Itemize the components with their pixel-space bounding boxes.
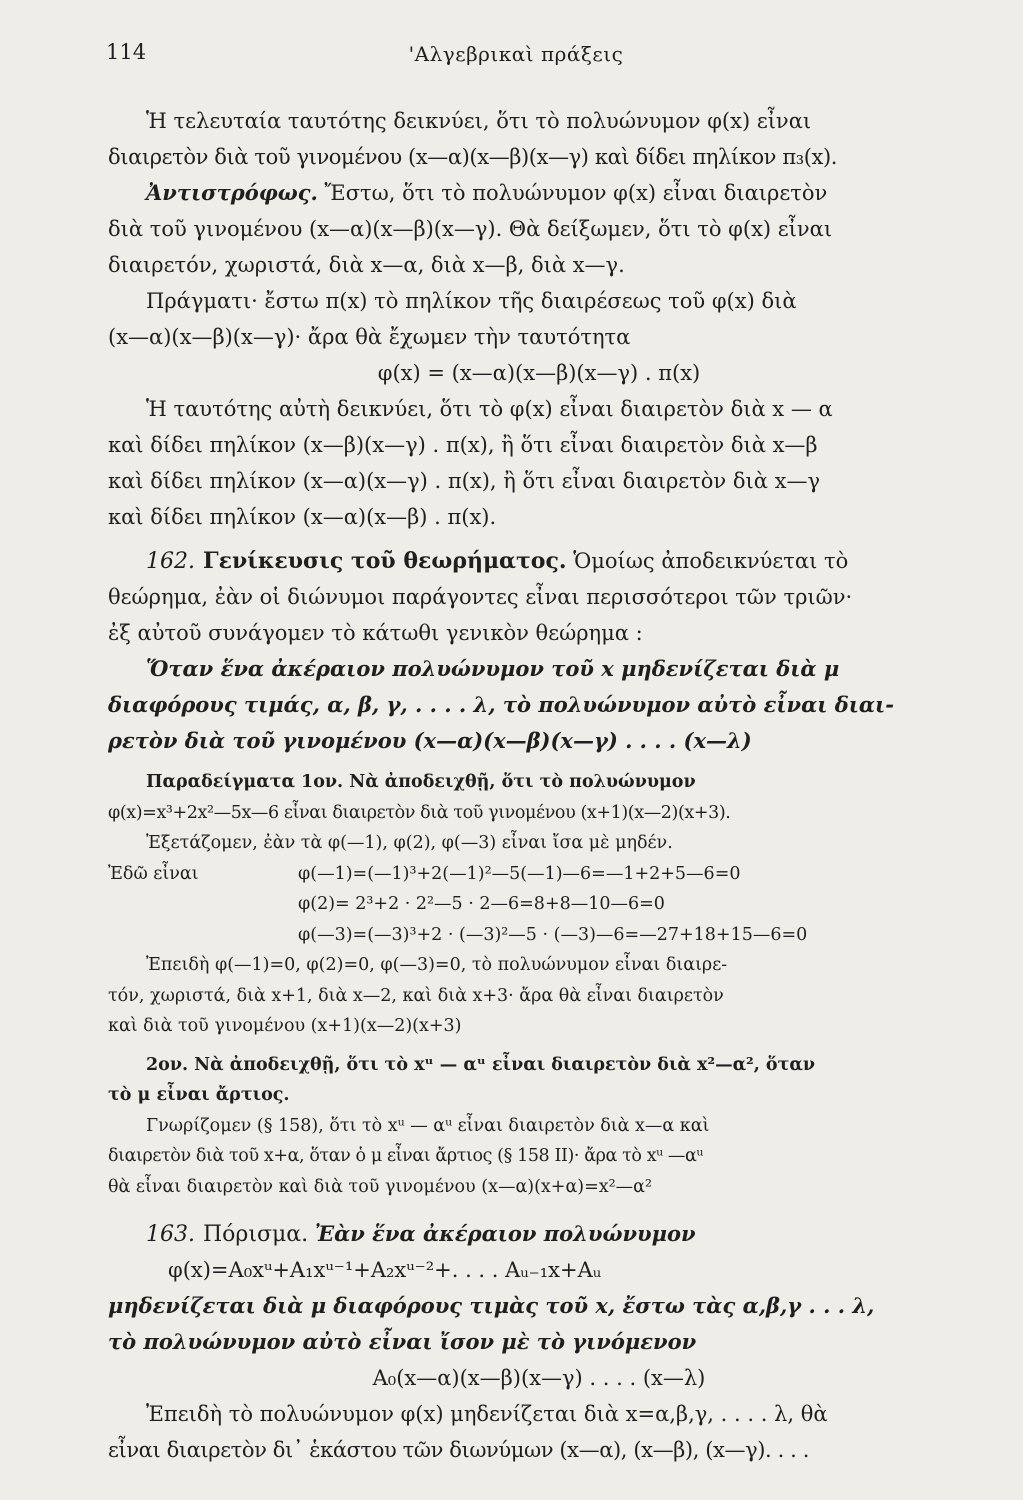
identity-formula: φ(x) = (x—α)(x—β)(x—γ) . π(x): [377, 361, 701, 385]
text-line: διὰ τοῦ γινομένου (x—α)(x—β)(x—γ). Θὰ δείξωμεν, ὅτι τὸ φ(x) εἶναι: [108, 217, 833, 241]
text-line: τόν, χωριστά, διὰ x+1, διὰ x—2, καὶ διὰ x+3· ἄρα θὰ εἶναι διαιρετὸν: [108, 985, 724, 1006]
calc-line: [108, 920, 970, 951]
paragraph-lead: Ἀντιστρόφως.: [146, 180, 318, 205]
text-line: καὶ δίδει πηλίκον (x—α)(x—γ) . π(x), ἢ ὅτι εἶναι διαιρετὸν διὰ x—γ: [108, 469, 821, 493]
page-header: [106, 40, 926, 70]
theorem-line: Ὅταν ἕνα ἀκέραιον πολυώνυμον τοῦ x μηδενίζεται διὰ μ: [146, 656, 840, 681]
text-span: Ἔστω, ὅτι τὸ πολυώνυμον φ(x) εἶναι διαιρετὸν: [324, 181, 828, 205]
text-line: καὶ δίδει πηλίκον (x—β)(x—γ) . π(x), ἢ ὅτι εἶναι διαιρετὸν διὰ x—β: [108, 433, 818, 457]
example-title: Παραδείγματα 1ον. Νὰ ἀποδειχθῇ, ὅτι τὸ πολυώνυμον: [146, 772, 696, 792]
calc-expression: φ(2)= 2³+2 · 2²—5 · 2—6=8+8—10—6=0: [298, 894, 665, 914]
corollary-line: τὸ πολυώνυμον αὐτὸ εἶναι ἴσον μὲ τὸ γινόμενον: [108, 1329, 697, 1354]
example-title: τὸ μ εἶναι ἄρτιος.: [108, 1085, 290, 1105]
text-line: Ἐπειδὴ τὸ πολυώνυμον φ(x) μηδενίζεται διὰ x=α,β,γ, . . . . λ, θὰ: [146, 1402, 828, 1426]
text-line: καὶ δίδει πηλίκον (x—α)(x—β) . π(x).: [108, 505, 497, 529]
text-line: Ἐπειδὴ φ(—1)=0, φ(2)=0, φ(—3)=0, τὸ πολυώνυμον εἶναι διαιρε-: [146, 955, 728, 975]
text-line: θὰ εἶναι διαιρετὸν καὶ διὰ τοῦ γινομένου (x—α)(x+α)=x²—α²: [108, 1176, 652, 1197]
theorem-line: διαφόρους τιμάς, α, β, γ, . . . . λ, τὸ πολυώνυμον αὐτὸ εἶναι διαι-: [108, 692, 894, 717]
text-span: Ἐὰν ἕνα ἀκέραιον πολυώνυμον: [314, 1221, 696, 1246]
section-title: Πόρισμα.: [202, 1222, 309, 1247]
text-line: [108, 175, 970, 211]
text-line: εἶναι διαιρετὸν δι᾽ ἑκάστου τῶν διωνύμων (x—α), (x—β), (x—γ). . . .: [108, 1438, 809, 1462]
text-line: Πράγματι· ἔστω π(x) τὸ πηλίκον τῆς διαιρέσεως τοῦ φ(x) διὰ: [146, 289, 797, 313]
corollary-line: μηδενίζεται διὰ μ διαφόρους τιμὰς τοῦ x, ἔστω τὰς α,β,γ . . . λ,: [108, 1293, 875, 1318]
page-body: [108, 103, 970, 1468]
section-title: Γενίκευσις τοῦ θεωρήματος.: [202, 548, 567, 574]
text-line: Γνωρίζομεν (§ 158), ὅτι τὸ xᵘ — αᵘ εἶναι διαιρετὸν διὰ x—α καὶ: [146, 1115, 710, 1136]
calc-line: [108, 859, 970, 890]
calc-label: Ἐδῶ εἶναι: [108, 863, 199, 884]
text-line: καὶ διὰ τοῦ γινομένου (x+1)(x—2)(x+3): [108, 1016, 462, 1036]
text-line: διαιρετόν, χωριστά, διὰ x—α, διὰ x—β, διὰ x—γ.: [108, 253, 625, 277]
section-heading-163: [108, 1216, 970, 1252]
calc-expression: φ(—1)=(—1)³+2(—1)²—5(—1)—6=—1+2+5—6=0: [298, 863, 741, 884]
example-statement: φ(x)=x³+2x²—5x—6 εἶναι διαιρετὸν διὰ τοῦ γινομένου (x+1)(x—2)(x+3).: [108, 802, 731, 823]
text-line: Ἡ τελευταία ταυτότης δεικνύει, ὅτι τὸ πολυώνυμον φ(x) εἶναι: [146, 109, 812, 133]
product-formula: A₀(x—α)(x—β)(x—γ) . . . . (x—λ): [372, 1366, 706, 1390]
page-number: 114: [106, 40, 147, 64]
calc-expression: φ(—3)=(—3)³+2 · (—3)²—5 · (—3)—6=—27+18+15—6=0: [298, 924, 808, 945]
text-line: (x—α)(x—β)(x—γ)· ἄρα θὰ ἔχωμεν τὴν ταυτότητα: [108, 325, 631, 349]
polynomial-formula: φ(x)=A₀xᵘ+A₁xᵘ⁻¹+A₂xᵘ⁻²+. . . . Aᵤ₋₁x+Aᵤ: [168, 1258, 602, 1282]
text-line: θεώρημα, ἐὰν οἱ διώνυμοι παράγοντες εἶναι περισσότεροι τῶν τριῶν·: [108, 585, 853, 609]
running-title: 'Αλγεβρικαὶ πράξεις: [408, 42, 624, 66]
section-number: 162.: [146, 549, 195, 574]
text-line: Ἐξετάζομεν, ἐὰν τὰ φ(—1), φ(2), φ(—3) εἶναι ἴσα μὲ μηδέν.: [146, 833, 673, 853]
theorem-line: ρετὸν διὰ τοῦ γινομένου (x—α)(x—β)(x—γ) . . . . (x—λ): [108, 728, 752, 753]
text-span: Ὁμοίως ἀποδεικνύεται τὸ: [573, 549, 849, 573]
section-number: 163.: [146, 1222, 195, 1247]
text-line: διαιρετὸν διὰ τοῦ γινομένου (x—α)(x—β)(x—γ) καὶ δίδει πηλίκον π₃(x).: [108, 145, 838, 169]
text-line: Ἡ ταυτότης αὐτὴ δεικνύει, ὅτι τὸ φ(x) εἶναι διαιρετὸν διὰ x — α: [146, 397, 833, 421]
text-line: ἐξ αὐτοῦ συνάγομεν τὸ κάτωθι γενικὸν θεώρημα :: [108, 621, 643, 645]
text-line: διαιρετὸν διὰ τοῦ x+α, ὅταν ὁ μ εἶναι ἄρτιος (§ 158 II)· ἄρα τὸ xᵘ —αᵘ: [108, 1146, 704, 1166]
example-title: 2ον. Νὰ ἀποδειχθῇ, ὅτι τὸ xᵘ — αᵘ εἶναι διαιρετὸν διὰ x²—α², ὅταν: [146, 1054, 815, 1075]
calc-line: [108, 889, 970, 920]
section-heading-162: [108, 543, 970, 579]
